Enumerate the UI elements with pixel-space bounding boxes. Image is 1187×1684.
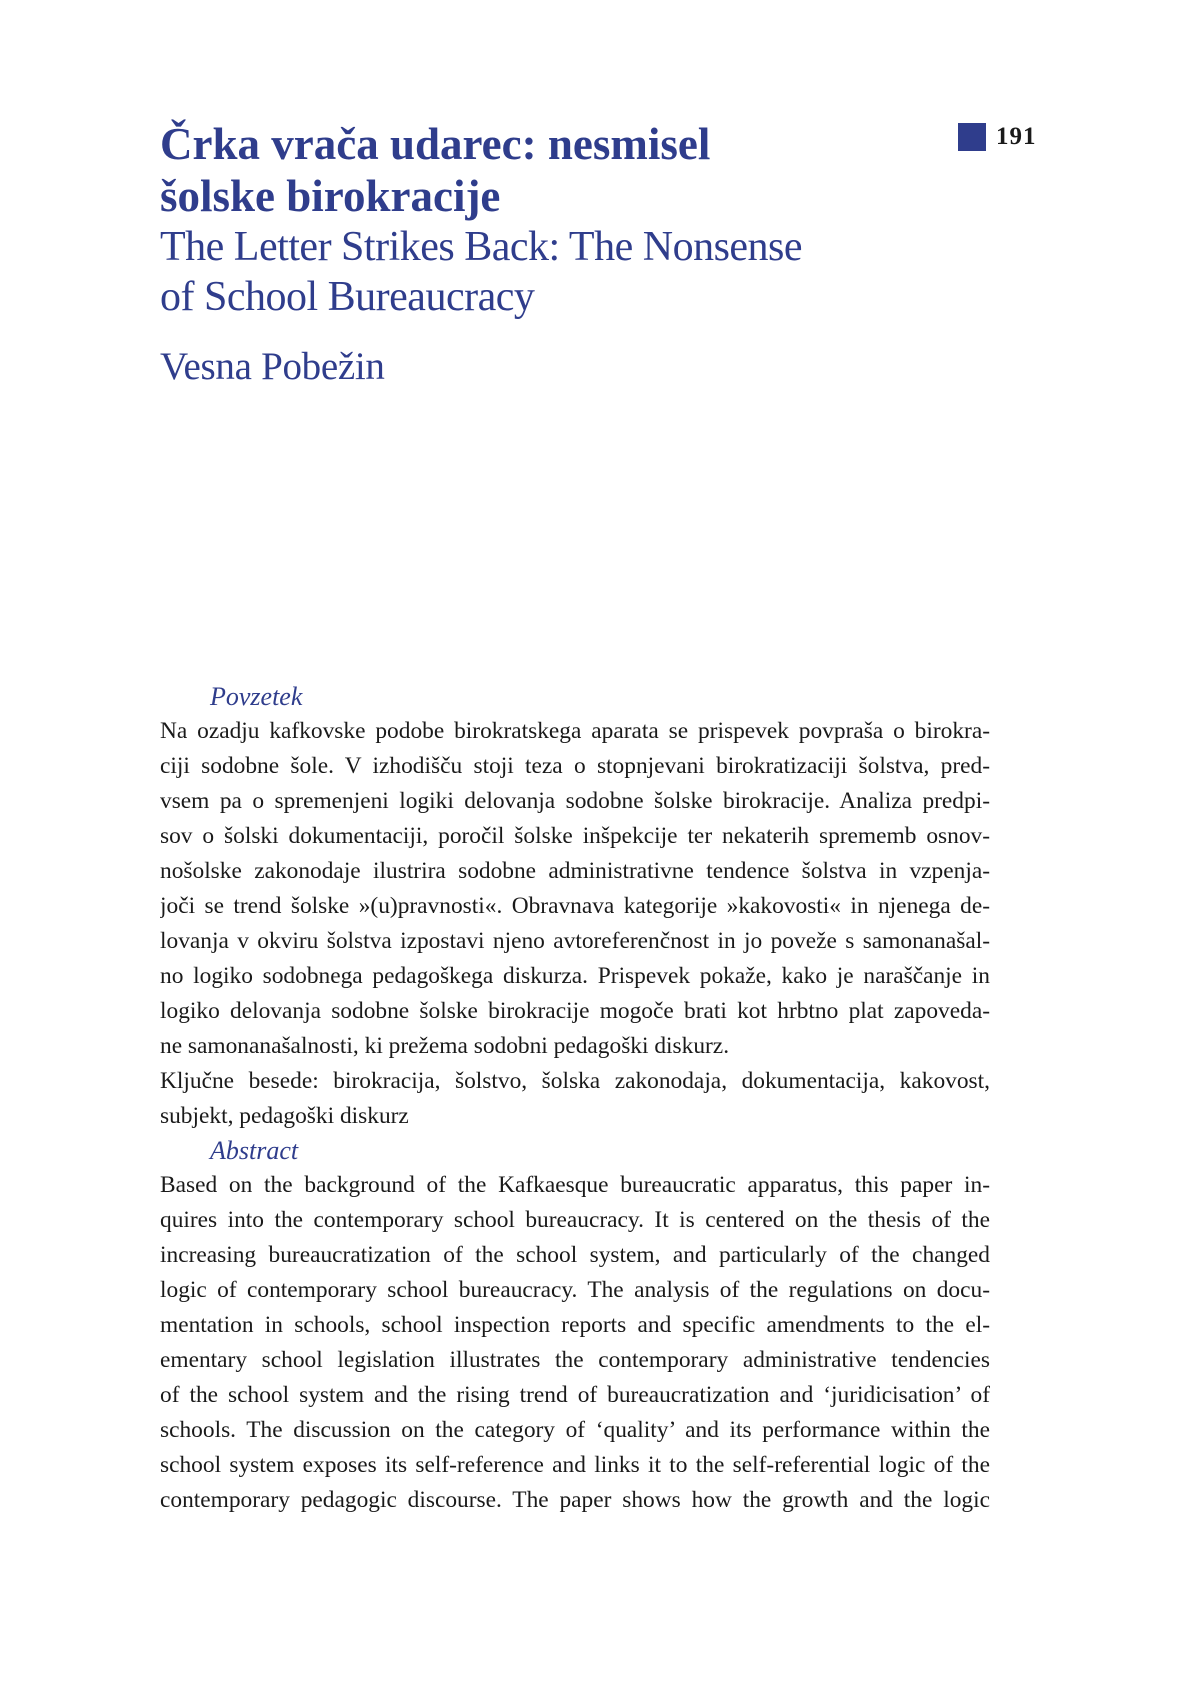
title-slovene-line: Črka vrača udarec: nesmisel [160, 119, 711, 169]
abstract-line: mentation in schools, school inspection reports and specific amendments to the el- [160, 1312, 990, 1338]
title-english [160, 222, 920, 322]
abstract-line: Based on the background of the Kafkaesque bureaucratic apparatus, this paper in- [160, 1172, 990, 1198]
povzetek-line: Na ozadju kafkovske podobe birokratskega aparata se prispevek povpraša o birokra- [160, 718, 990, 744]
abstract-line: quires into the contemporary school bureaucracy. It is centered on the thesis of the [160, 1207, 990, 1233]
article-header [160, 118, 920, 390]
povzetek-line: lovanja v okviru šolstva izpostavi njeno avtoreferenčnost in jo poveže s samonanašal- [160, 928, 990, 954]
povzetek-line: nošolske zakonodaje ilustrira sodobne administrativne tendence šolstva in vzpenja- [160, 858, 990, 884]
abstract-line: school system exposes its self-reference and links it to the self-referential logic of the [160, 1452, 990, 1478]
page-marker [958, 123, 1037, 151]
page-marker-square-icon [958, 123, 986, 151]
povzetek-line: sov o šolski dokumentaciji, poročil šolske inšpekcije ter nekaterih sprememb osnov- [160, 823, 990, 849]
abstract-paragraph [160, 1168, 990, 1518]
povzetek-line: logiko delovanja sodobne šolske birokracije mogoče brati kot hrbtno plat zapoveda- [160, 998, 990, 1024]
abstract-heading: Abstract [210, 1136, 299, 1165]
povzetek-paragraph [160, 714, 990, 1064]
title-slovene [160, 118, 920, 222]
povzetek-line: vsem pa o spremenjeni logiki delovanja sodobne šolske birokracije. Analiza predpi- [160, 788, 990, 814]
page-number: 191 [996, 123, 1037, 150]
povzetek-line: joči se trend šolske »(u)pravnosti«. Obravnava kategorije »kakovosti« in njenega de- [160, 893, 990, 919]
povzetek-line: ne samonanašalnosti, ki prežema sodobni pedagoški diskurz. [160, 1033, 730, 1059]
abstract-line: of the school system and the rising trend of bureaucratization and ‘juridicisation’ of [160, 1382, 990, 1408]
abstract-line: schools. The discussion on the category of ‘quality’ and its performance within the [160, 1417, 990, 1443]
abstract-line: contemporary pedagogic discourse. The paper shows how the growth and the logic [160, 1487, 990, 1513]
abstract-line: increasing bureaucratization of the school system, and particularly of the changed [160, 1242, 990, 1268]
abstract-line: logic of contemporary school bureaucracy. The analysis of the regulations on docu- [160, 1277, 990, 1303]
keywords [160, 1064, 990, 1134]
povzetek-heading: Povzetek [210, 682, 303, 711]
povzetek-line: ciji sodobne šole. V izhodišču stoji teza o stopnjevani birokratizaciji šolstva, pred- [160, 753, 990, 779]
keywords-line: subjekt, pedagoški diskurz [160, 1103, 409, 1129]
abstract-area [160, 680, 990, 1518]
title-english-line: The Letter Strikes Back: The Nonsense [160, 224, 803, 270]
povzetek-line: no logiko sodobnega pedagoškega diskurza. Prispevek pokaže, kako je naraščanje in [160, 963, 990, 989]
keywords-line: Ključne besede: birokracija, šolstvo, šolska zakonodaja, dokumentacija, kakovost, [160, 1068, 990, 1094]
author-name: Vesna Pobežin [160, 345, 385, 388]
title-slovene-line: šolske birokracije [160, 171, 501, 221]
abstract-line: ementary school legislation illustrates the contemporary administrative tendencies [160, 1347, 990, 1373]
title-english-line: of School Bureaucracy [160, 274, 535, 320]
